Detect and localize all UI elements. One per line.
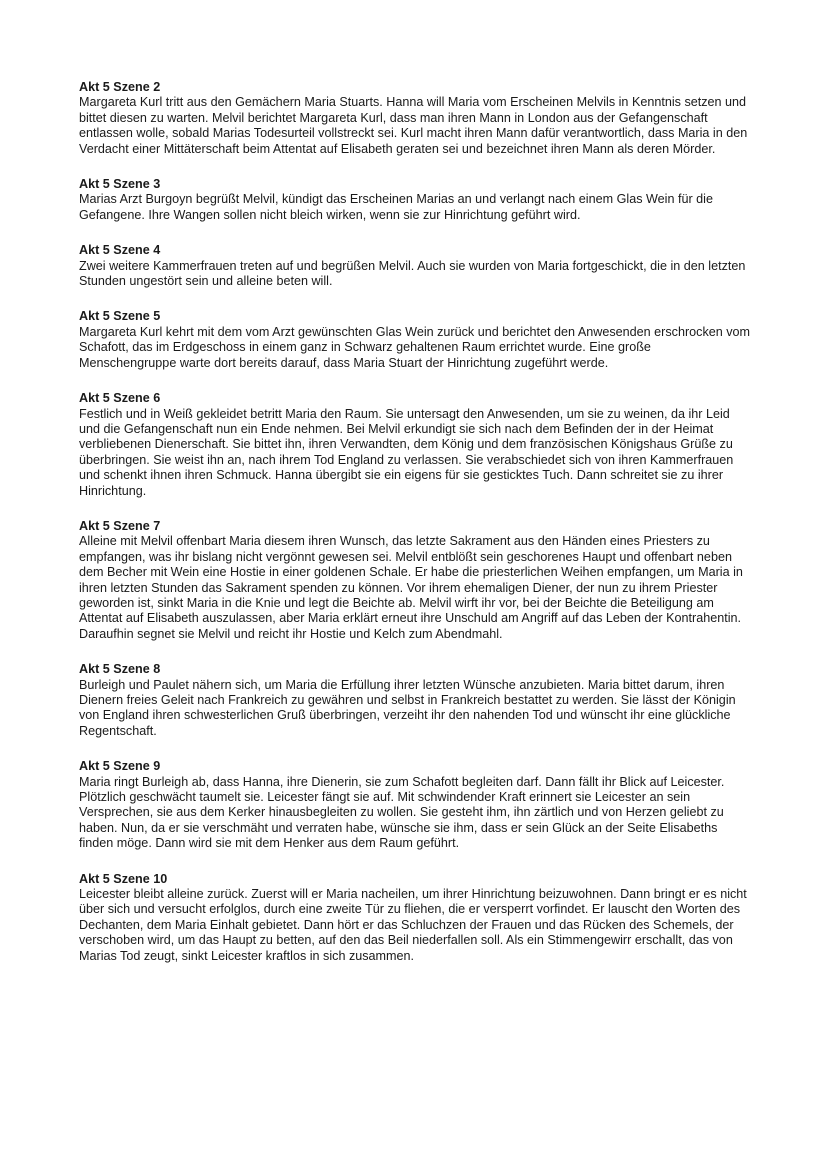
scene-section-3	[79, 177, 751, 223]
document-page	[79, 80, 751, 984]
scene-heading: Akt 5 Szene 2	[79, 80, 161, 94]
scene-heading: Akt 5 Szene 4	[79, 243, 161, 258]
scene-section-9	[79, 759, 751, 851]
scene-heading: Akt 5 Szene 3	[79, 177, 161, 192]
scene-heading: Akt 5 Szene 6	[79, 391, 161, 406]
scene-summary: Zwei weitere Kammerfrauen treten auf und begrüßen Melvil. Auch sie wurden von Maria fortgeschickt, die in den letzten Stunden ungestört sein und alleine beten will.	[79, 258, 746, 289]
scene-section-7	[79, 519, 751, 642]
scene-heading: Akt 5 Szene 9	[79, 759, 161, 774]
scene-section-8	[79, 662, 751, 739]
scene-section-10	[79, 872, 751, 964]
scene-section-2	[79, 80, 751, 157]
scene-summary: Leicester bleibt alleine zurück. Zuerst will er Maria nacheilen, um ihrer Hinrichtung beizuwohnen. Dann bringt er es nicht über sich und versucht erfolglos, durch eine zweite Tür zu fliehen, die er versperrt vorfindet. Er lauscht den Worten des Dechanten, dem Maria Einhalt gebietet. Dann hört er das Schluchzen der Frauen und das Rücken des Schemels, der verschoben wird, um das Haupt zu betten, auf den das Beil niederfallen soll. Als ein Stimmengewirr erschallt, das von Marias Tod zeugt, sinkt Leicester kraftlos in sich zusammen.	[79, 887, 747, 963]
scene-section-5	[79, 309, 751, 371]
scene-heading: Akt 5 Szene 10	[79, 871, 168, 886]
scene-section-6	[79, 391, 751, 499]
scene-summary: Margareta Kurl kehrt mit dem vom Arzt gewünschten Glas Wein zurück und berichtet den Anwesenden erschrocken vom Schafott, das im Erdgeschoss in einem ganz in Schwarz gehaltenen Raum errichtet wurde. Eine große Menschengruppe warte dort bereits darauf, dass Maria Stuart der Hinrichtung zugeführt werde.	[79, 324, 751, 370]
scene-summary: Margareta Kurl tritt aus den Gemächern Maria Stuarts. Hanna will Maria vom Erscheinen Melvils in Kenntnis setzen und bittet diesen zu warten. Melvil berichtet Margareta Kurl, dass man ihren Mann in London aus der Gefangenschaft entlassen wolle, sobald Marias Todesurteil vollstreckt sei. Kurl macht ihren Mann dafür verantwortlich, dass Maria in den Verdacht einer Mittäterschaft beim Attentat auf Elisabeth geraten sei und bezeichnet ihren Mann als deren Mörder.	[79, 95, 748, 156]
scene-heading: Akt 5 Szene 5	[79, 309, 161, 324]
scene-section-4	[79, 243, 751, 289]
scene-summary: Alleine mit Melvil offenbart Maria diesem ihren Wunsch, das letzte Sakrament aus den Händen eines Priesters zu empfangen, was ihr bislang nicht vergönnt gewesen sei. Melvil entblößt sein geschorenes Haupt und offenbart neben dem Becher mit Wein eine Hostie in einer goldenen Schale. Er habe die priesterlichen Weihen empfangen, um Maria in ihren letzten Stunden das Sakrament spenden zu können. Vor ihrem ehemaligen Diener, der nun zu ihrem Priester geworden ist, sinkt Maria in die Knie und legt die Beichte ab. Melvil wirft ihr vor, bei der Beichte die Beteiligung am Attentat auf Elisabeth auszulassen, aber Maria erklärt erneut ihre Unschuld am Angriff auf das Leben der Kontrahentin. Daraufhin segnet sie Melvil und reicht ihr Hostie und Kelch zum Abendmahl.	[79, 534, 743, 641]
scene-heading: Akt 5 Szene 7	[79, 518, 161, 533]
scene-summary: Burleigh und Paulet nähern sich, um Maria die Erfüllung ihrer letzten Wünsche anzubieten. Maria bittet darum, ihren Dienern freies Geleit nach Frankreich zu gewähren und selbst in Frankreich bestattet zu werden. Sie lässt der Königin von England ihren schwesterlichen Gruß überbringen, verzeiht ihr den nahenden Tod und wünscht ihr eine glückliche Regentschaft.	[79, 677, 736, 738]
scene-summary: Marias Arzt Burgoyn begrüßt Melvil, kündigt das Erscheinen Marias an und verlangt nach einem Glas Wein für die Gefangene. Ihre Wangen sollen nicht bleich wirken, wenn sie zur Hinrichtung geführt wird.	[79, 192, 713, 222]
scene-summary: Maria ringt Burleigh ab, dass Hanna, ihre Dienerin, sie zum Schafott begleiten darf. Dann fällt ihr Blick auf Leicester. Plötzlich geschwächt taumelt sie. Leicester fängt sie auf. Mit schwindender Kraft erinnert sie Leicester an sein Versprechen, sie aus dem Kerker hinausbegleiten zu wollen. Sie gesteht ihm, ihn zärtlich und von Herzen geliebt zu haben. Nun, da er sie verschmäht und verraten habe, wünsche sie ihm, dass er sein Glück an der Seite Elisabeths finden möge. Dann wird sie mit dem Henker aus dem Raum geführt.	[79, 774, 725, 851]
scene-summary: Festlich und in Weiß gekleidet betritt Maria den Raum. Sie untersagt den Anwesenden, um sie zu weinen, da ihr Leid und die Gefangenschaft nun ein Ende nehmen. Bei Melvil erkundigt sie sich nach dem Befinden der in der Heimat verbliebenen Dienerschaft. Sie bittet ihn, ihren Verwandten, dem König und dem französischen Königshaus Grüße zu überbringen. Sie weist ihn an, nach ihrem Tod England zu verlassen. Sie verabschiedet sich von ihren Kammerfrauen und schenkt ihnen ihren Schmuck. Hanna übergibt sie ein eigens für sie gesticktes Tuch. Dann schreitet sie zu ihrer Hinrichtung.	[79, 406, 734, 498]
scene-heading: Akt 5 Szene 8	[79, 662, 161, 677]
